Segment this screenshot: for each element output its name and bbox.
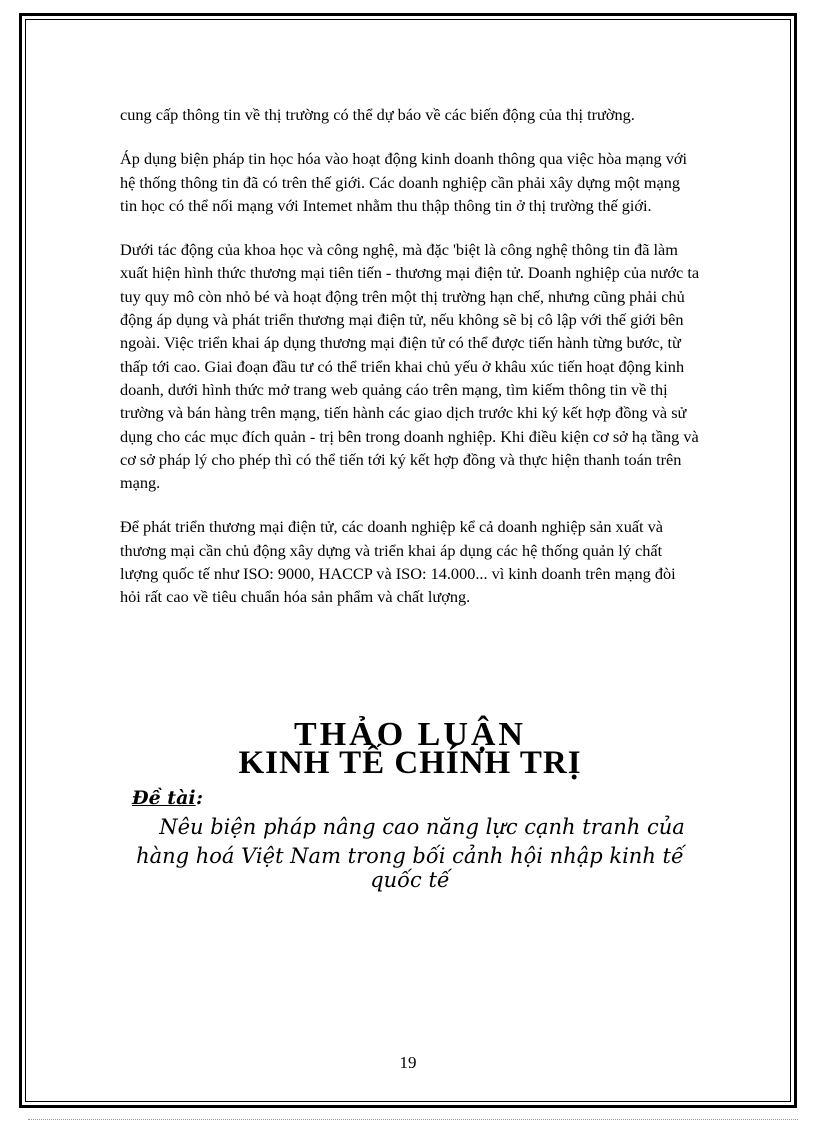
bottom-rule: [28, 1119, 798, 1120]
topic-colon: :: [196, 787, 204, 809]
paragraph-2: Áp dụng biện pháp tin học hóa vào hoạt động kinh doanh thông qua việc hòa mạng với hệ thống thông tin đã có trên thế giới. Các doanh nghiệp cần phải xây dựng một mạng tin học có thể nối mạng với Intemet nhằm thu thập thông tin ở thị trường thế giới.: [120, 149, 688, 215]
page-number: 19: [399, 1053, 417, 1072]
heading-kinh-te-chinh-tri: KINH TẾ CHÍNH TRỊ: [238, 745, 582, 781]
body-text: [120, 103, 700, 630]
topic-line-2: hàng hoá Việt Nam trong bối cảnh hội nhập kinh tế quốc tế: [136, 844, 684, 892]
paragraph-1: cung cấp thông tin về thị trường có thể dự báo về các biến động của thị trường.: [120, 105, 635, 124]
paragraph-4: Để phát triển thương mại điện tử, các doanh nghiệp kể cả doanh nghiệp sản xuất và thương mại cần chủ động xây dựng và triển khai áp dụng các hệ thống quản lý chất lượng quốc tế như ISO: 9000, HACCP và ISO: 14.000... vì kinh doanh trên mạng đòi hỏi rất cao về tiêu chuẩn hóa sản phẩm và chất lượng.: [120, 517, 676, 607]
topic-label: Đề tài: [132, 787, 196, 809]
heading-thao-luan: THẢO LUẬN: [294, 716, 526, 753]
paragraph-3: Dưới tác động của khoa học và công nghệ, mà đặc 'biệt là công nghệ thông tin đã làm xuất hiện hình thức thương mại tiên tiến - thương mại điện tử. Doanh nghiệp của nước ta tuy quy mô còn nhỏ bé và hoạt động trên một thị trường hạn chế, nhưng cũng phải chủ động áp dụng và phát triển thương mại điện tử, nếu không sẽ bị cô lập với thế giới bên ngoài. Việc triển khai áp dụng thương mại điện tử có thể được tiến hành từng bước, từ thấp tới cao. Giai đoạn đầu tư có thể triển khai chủ yếu ở khâu xúc tiến hoạt động kinh doanh, dưới hình thức mở trang web quảng cáo trên mạng, tìm kiếm thông tin về thị trường và bán hàng trên mạng, tiến hành các giao dịch trước khi ký kết hợp đồng và sử dụng cho các mục đích quản - trị bên trong doanh nghiệp. Khi điều kiện cơ sở hạ tầng và cơ sở pháp lý cho phép thì có thể tiến tới ký kết hợp đồng và thực hiện thanh toán trên mạng.: [120, 240, 700, 493]
topic-line-1: Nêu biện pháp nâng cao năng lực cạnh tranh của: [159, 815, 685, 839]
